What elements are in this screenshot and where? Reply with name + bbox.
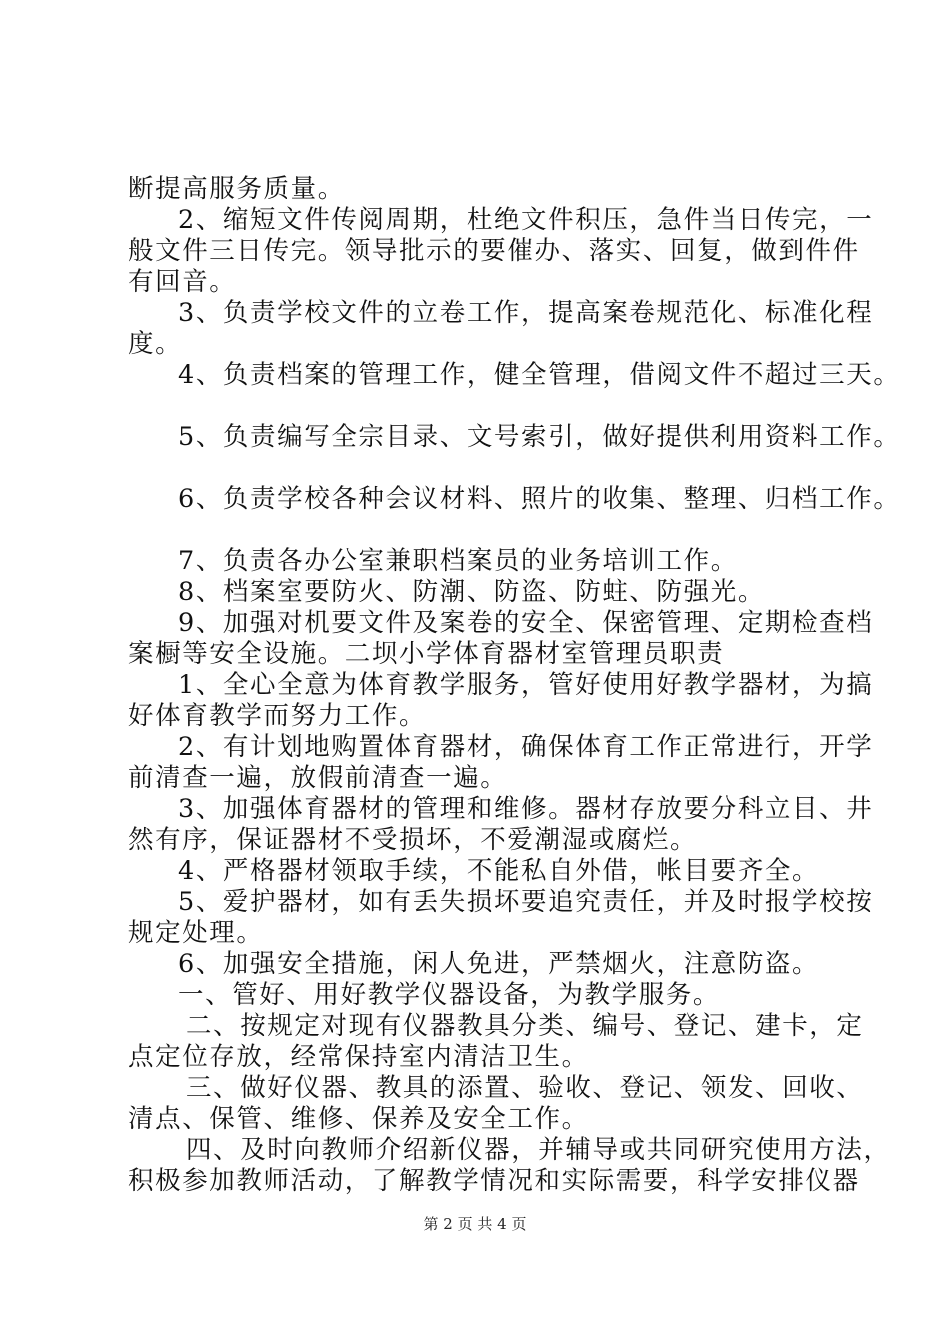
text-line: 有回音。 <box>128 267 237 297</box>
text-line: 4、严格器材领取手续，不能私自外借，帐目要齐全。 <box>178 856 820 886</box>
text-line: 三、做好仪器、教具的添置、验收、登记、领发、回收、 <box>186 1073 864 1103</box>
text-line: 四、及时向教师介绍新仪器，并辅导或共同研究使用方法， <box>186 1135 891 1165</box>
text-line: 6、加强安全措施，闲人免进，严禁烟火，注意防盗。 <box>178 949 820 979</box>
text-line: 5、负责编写全宗目录、文号索引，做好提供利用资料工作。 <box>178 422 901 452</box>
text-line: 2、缩短文件传阅周期，杜绝文件积压，急件当日传完，一 <box>178 205 874 235</box>
text-line: 6、负责学校各种会议材料、照片的收集、整理、归档工作。 <box>178 484 901 514</box>
text-line: 积极参加教师活动，了解教学情况和实际需要，科学安排仪器 <box>128 1166 860 1196</box>
text-line: 3、加强体育器材的管理和维修。器材存放要分科立目、井 <box>178 794 874 824</box>
text-line: 7、负责各办公室兼职档案员的业务培训工作。 <box>178 546 738 576</box>
text-line: 二、按规定对现有仪器教具分类、编号、登记、建卡，定 <box>186 1011 864 1041</box>
text-line: 案橱等安全设施。二坝小学体育器材室管理员职责 <box>128 639 725 669</box>
text-line: 3、负责学校文件的立卷工作，提高案卷规范化、标准化程 <box>178 298 874 328</box>
text-line: 度。 <box>128 329 183 359</box>
text-line: 前清查一遍，放假前清查一遍。 <box>128 763 508 793</box>
text-line: 4、负责档案的管理工作，健全管理，借阅文件不超过三天。 <box>178 360 901 390</box>
text-line: 5、爱护器材，如有丢失损坏要追究责任，并及时报学校按 <box>178 887 874 917</box>
text-line: 点定位存放，经常保持室内清洁卫生。 <box>128 1042 589 1072</box>
page-number-footer: 第 2 页 共 4 页 <box>423 1215 527 1233</box>
text-line: 8、档案室要防火、防潮、防盗、防蛀、防强光。 <box>178 577 765 607</box>
text-line: 清点、保管、维修、保养及安全工作。 <box>128 1104 589 1134</box>
text-line: 好体育教学而努力工作。 <box>128 701 427 731</box>
text-line: 9、加强对机要文件及案卷的安全、保密管理、定期检查档 <box>178 608 874 638</box>
text-line: 一、管好、用好教学仪器设备，为教学服务。 <box>178 980 721 1010</box>
text-line: 1、全心全意为体育教学服务，管好使用好教学器材，为搞 <box>178 670 874 700</box>
text-line: 2、有计划地购置体育器材，确保体育工作正常进行，开学 <box>178 732 874 762</box>
text-line: 断提高服务质量。 <box>128 174 345 204</box>
text-line: 般文件三日传完。领导批示的要催办、落实、回复，做到件件 <box>128 236 860 266</box>
text-line: 规定处理。 <box>128 918 264 948</box>
text-line: 然有序，保证器材不受损坏，不爱潮湿或腐烂。 <box>128 825 698 855</box>
